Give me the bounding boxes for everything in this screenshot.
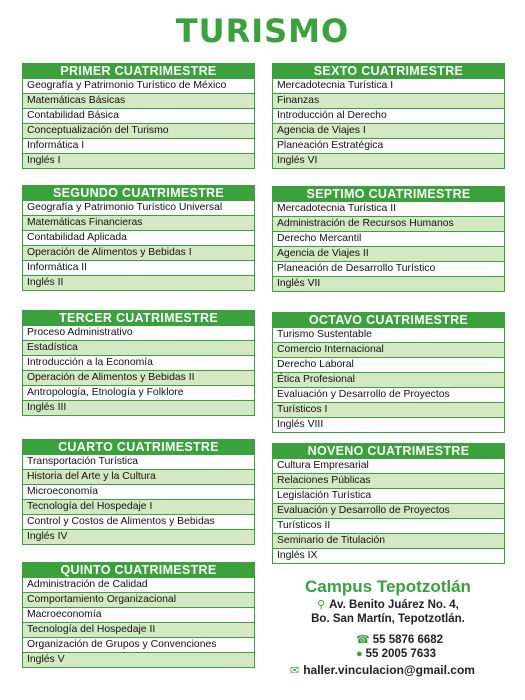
course-item: Seminario de Titulación — [273, 533, 504, 548]
course-item: Planeación Estratégica — [273, 138, 504, 153]
semester-block-9 — [272, 443, 505, 564]
campus-info — [272, 576, 504, 626]
course-item: Mercadotecnia Turística II — [273, 201, 504, 216]
course-item: Agencia de Viajes II — [273, 246, 504, 261]
course-item: Inglés VII — [273, 276, 504, 291]
course-item: Finanzas — [273, 93, 504, 108]
course-item: Microeconomía — [23, 484, 254, 499]
phone-icon: ☎ — [356, 634, 370, 646]
semester-header: TERCER CUATRIMESTRE — [23, 311, 254, 325]
course-item: Inglés IV — [23, 529, 254, 544]
phone-number-2[interactable]: 55 2005 7633 — [365, 648, 437, 660]
phone-row-2 — [356, 647, 443, 661]
course-item: Turísticos II — [273, 518, 504, 533]
course-item: Evaluación y Desarrollo de Proyectos — [273, 387, 504, 402]
location-pin-icon: ⚲ — [317, 599, 326, 611]
semester-header: SEXTO CUATRIMESTRE — [273, 64, 504, 78]
course-item: Contabilidad Básica — [23, 108, 254, 123]
course-item: Tecnología del Hospedaje II — [23, 622, 254, 637]
course-item: Transportación Turística — [23, 454, 254, 469]
course-item: Control y Costos de Alimentos y Bebidas — [23, 514, 254, 529]
email-row — [290, 663, 475, 677]
course-item: Administración de Calidad — [23, 577, 254, 592]
course-item: Organización de Grupos y Convenciones — [23, 637, 254, 652]
course-item: Derecho Laboral — [273, 357, 504, 372]
course-item: Comercio Internacional — [273, 342, 504, 357]
course-item: Inglés IX — [273, 548, 504, 563]
semester-block-2 — [22, 185, 255, 291]
course-item: Matemáticas Básicas — [23, 93, 254, 108]
email-link[interactable]: haller.vinculacion@gmail.com — [303, 663, 475, 677]
course-item: Geografía y Patrimonio Turístico Universal — [23, 200, 254, 215]
address-text-1: Av. Benito Juárez No. 4, — [329, 599, 459, 611]
course-item: Inglés VI — [273, 153, 504, 168]
semester-header: OCTAVO CUATRIMESTRE — [273, 313, 504, 327]
semester-block-3 — [22, 310, 255, 416]
course-item: Conceptualización del Turismo — [23, 123, 254, 138]
semester-block-4 — [22, 439, 255, 545]
course-item: Contabilidad Aplicada — [23, 230, 254, 245]
semester-block-7 — [272, 186, 505, 292]
semester-header: SEPTIMO CUATRIMESTRE — [273, 187, 504, 201]
course-item: Comportamiento Organizacional — [23, 592, 254, 607]
semester-header: NOVENO CUATRIMESTRE — [273, 444, 504, 458]
whatsapp-icon: ● — [356, 648, 363, 660]
semester-header: CUARTO CUATRIMESTRE — [23, 440, 254, 454]
phone-row-1 — [356, 633, 443, 647]
course-item: Introducción al Derecho — [273, 108, 504, 123]
address-line-1 — [272, 598, 504, 612]
semester-block-1 — [22, 63, 255, 169]
course-item: Cultura Empresarial — [273, 458, 504, 473]
course-item: Tecnología del Hospedaje I — [23, 499, 254, 514]
course-item: Informática I — [23, 138, 254, 153]
phone-list — [356, 633, 443, 661]
course-item: Informática II — [23, 260, 254, 275]
course-item: Geografía y Patrimonio Turístico de México — [23, 78, 254, 93]
course-item: Evaluación y Desarrollo de Proyectos — [273, 503, 504, 518]
course-item: Inglés I — [23, 153, 254, 168]
page-title: TURISMO — [175, 12, 350, 50]
course-item: Relaciones Públicas — [273, 473, 504, 488]
course-item: Turismo Sustentable — [273, 327, 504, 342]
course-item: Operación de Alimentos y Bebidas I — [23, 245, 254, 260]
campus-name: Campus Tepotzotlán — [305, 577, 471, 596]
course-item: Planeación de Desarrollo Turístico — [273, 261, 504, 276]
semester-block-5 — [22, 562, 255, 668]
semester-header: QUINTO CUATRIMESTRE — [23, 563, 254, 577]
course-item: Derecho Mercantil — [273, 231, 504, 246]
course-item: Introducción a la Economía — [23, 355, 254, 370]
semester-header: SEGUNDO CUATRIMESTRE — [23, 186, 254, 200]
course-item: Inglés V — [23, 652, 254, 667]
course-item: Macroeconomía — [23, 607, 254, 622]
course-item: Turísticos I — [273, 402, 504, 417]
course-item: Ética Profesional — [273, 372, 504, 387]
course-item: Proceso Administrativo — [23, 325, 254, 340]
phone-number-1[interactable]: 55 5876 6682 — [372, 634, 444, 646]
course-item: Inglés VIII — [273, 417, 504, 432]
semester-block-6 — [272, 63, 505, 169]
course-item: Legislación Turística — [273, 488, 504, 503]
course-item: Operación de Alimentos y Bebidas II — [23, 370, 254, 385]
course-item: Antropología, Etnología y Folklore — [23, 385, 254, 400]
course-item: Inglés II — [23, 275, 254, 290]
course-item: Agencia de Viajes I — [273, 123, 504, 138]
semester-header: PRIMER CUATRIMESTRE — [23, 64, 254, 78]
course-item: Mercadotecnia Turística I — [273, 78, 504, 93]
course-item: Administración de Recursos Humanos — [273, 216, 504, 231]
course-item: Historia del Arte y la Cultura — [23, 469, 254, 484]
course-item: Estadística — [23, 340, 254, 355]
course-item: Matemáticas Financieras — [23, 215, 254, 230]
address-line-2: Bo. San Martín, Tepotzotlán. — [311, 613, 465, 625]
email-icon: ✉ — [290, 665, 300, 677]
course-item: Inglés III — [23, 400, 254, 415]
semester-block-8 — [272, 312, 505, 433]
